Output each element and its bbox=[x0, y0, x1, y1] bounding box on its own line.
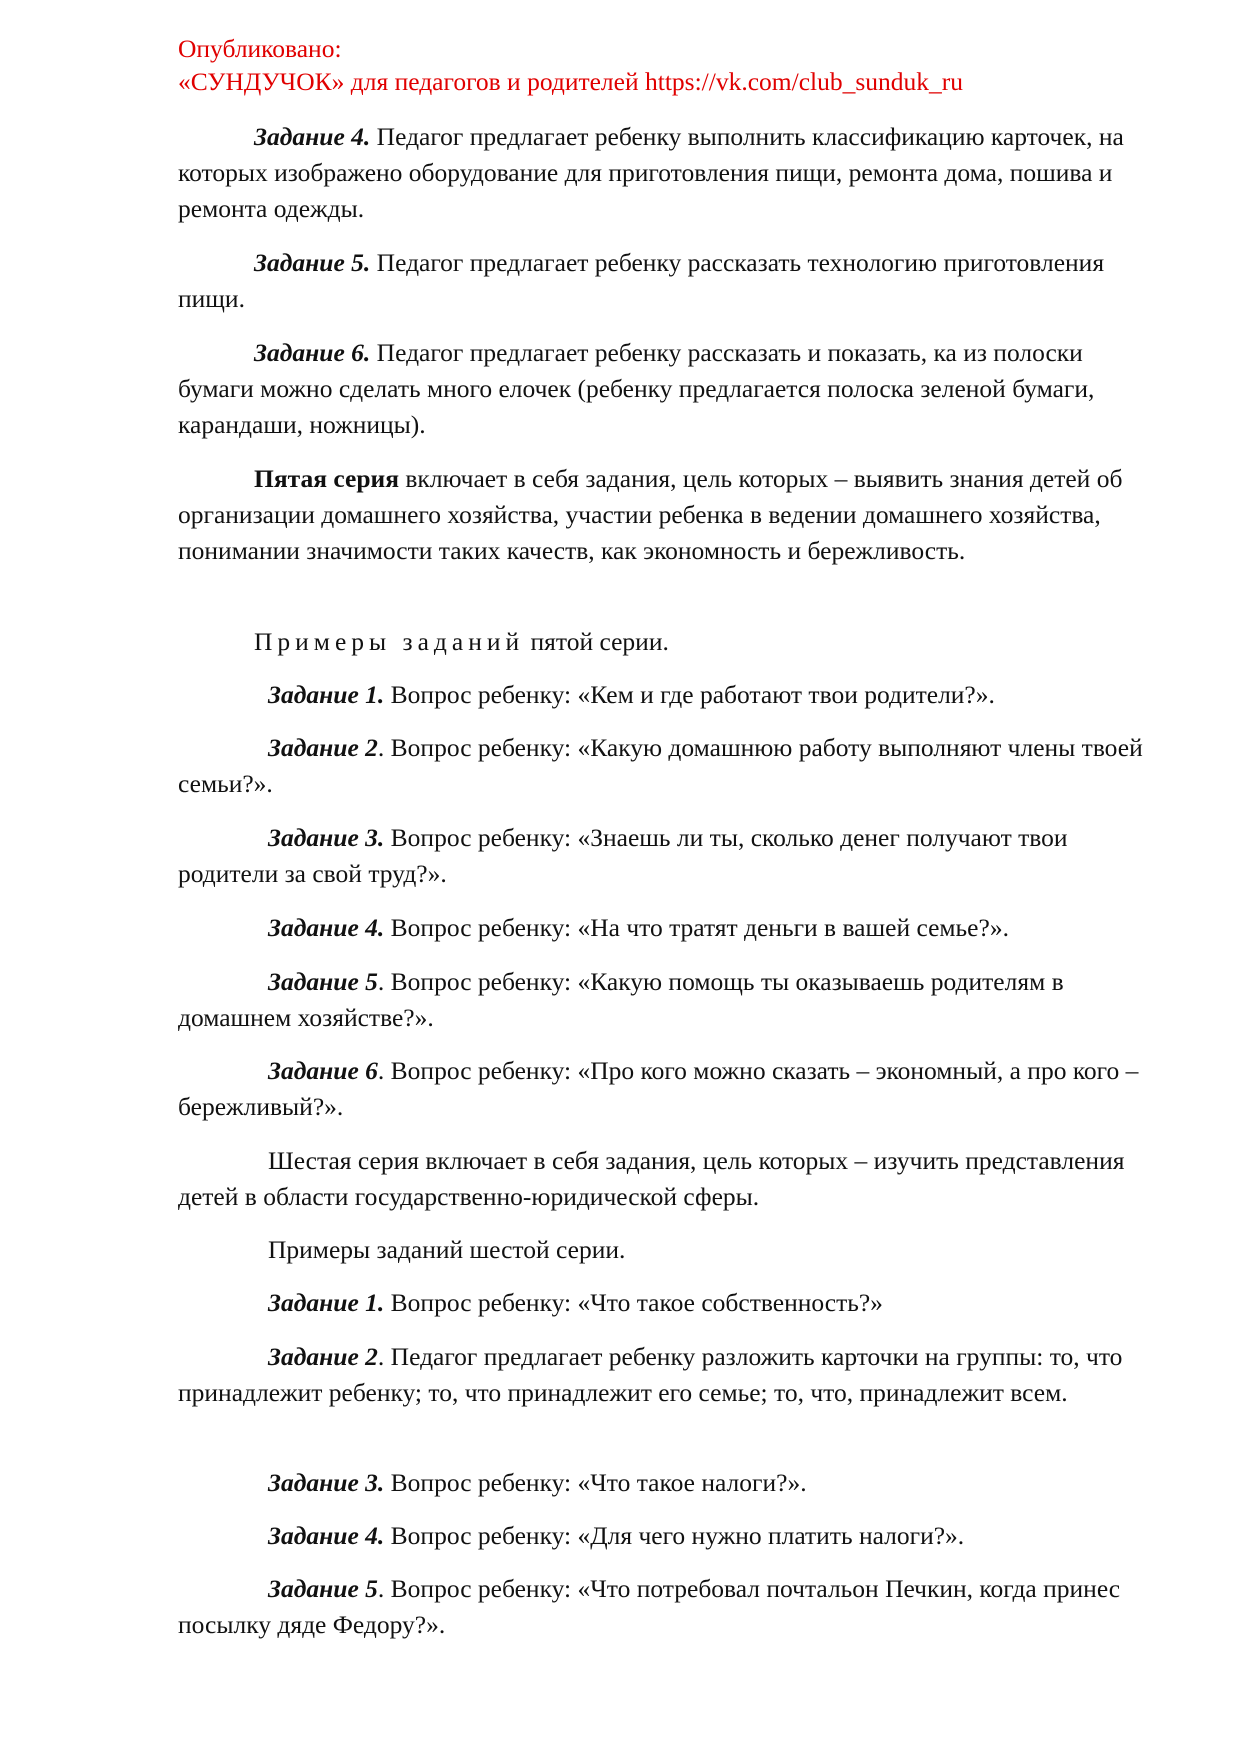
paragraph bbox=[178, 245, 1163, 317]
paragraph-lead: Задание 1. bbox=[268, 1288, 385, 1317]
paragraph-text: . Вопрос ребенку: «Что потребовал почтальон Печкин, когда принес посылку дяде Федору?». bbox=[178, 1574, 1121, 1639]
source-link[interactable]: «СУНДУЧОК» для педагогов и родителей https://vk.com/club_sunduk_ru bbox=[178, 67, 964, 96]
paragraph-text: Вопрос ребенку: «Знаешь ли ты, сколько денег получают твои родители за свой труд?». bbox=[178, 823, 1068, 888]
paragraph bbox=[178, 730, 1163, 802]
paragraph-lead: Задание 3. bbox=[268, 1468, 385, 1497]
paragraph-lead: Задание 1. bbox=[268, 680, 385, 709]
paragraph bbox=[178, 1465, 1163, 1501]
spaced-heading: Примеры заданий bbox=[254, 627, 525, 656]
paragraph-text: Вопрос ребенку: «Что такое собственность?» bbox=[384, 1288, 883, 1317]
paragraph bbox=[178, 1339, 1163, 1411]
paragraph-lead: Задание 3. bbox=[268, 823, 385, 852]
paragraph bbox=[178, 964, 1163, 1036]
paragraph bbox=[178, 335, 1163, 443]
paragraph-text: включает в себя задания, цель которых – выявить знания детей об организации домашнего хозяйства, участии ребенка в ведении домашнего хозяйства, понимании значимости таких качеств, как экономность и бережливость. bbox=[178, 464, 1123, 565]
paragraph bbox=[178, 461, 1163, 569]
paragraph-lead: Задание 5 bbox=[268, 1574, 378, 1603]
paragraph-lead: Задание 4. bbox=[268, 913, 385, 942]
paragraph-text: Примеры заданий шестой серии. bbox=[268, 1235, 626, 1264]
paragraph bbox=[178, 1285, 1163, 1321]
paragraph-lead: Задание 4. bbox=[268, 1521, 385, 1550]
paragraph-text: Шестая серия включает в себя задания, цель которых – изучить представления детей в области государственно-юридической сферы. bbox=[178, 1146, 1125, 1211]
paragraph-lead: Задание 4. bbox=[254, 122, 371, 151]
paragraph-text: . Вопрос ребенку: «Про кого можно сказать – экономный, а про кого – бережливый?». bbox=[178, 1056, 1139, 1121]
paragraph-text: Вопрос ребенку: «Кем и где работают твои родители?». bbox=[384, 680, 995, 709]
paragraph-lead: Задание 5. bbox=[254, 248, 371, 277]
paragraph-text: Педагог предлагает ребенку рассказать технологию приготовления пищи. bbox=[178, 248, 1105, 313]
paragraph-text: Педагог предлагает ребенку выполнить классификацию карточек, на которых изображено оборудование для приготовления пищи, ремонта дома, пошива и ремонта одежды. bbox=[178, 122, 1124, 223]
published-label: Опубликовано: bbox=[178, 34, 342, 63]
paragraph-text: Вопрос ребенку: «Для чего нужно платить налоги?». bbox=[384, 1521, 965, 1550]
paragraph bbox=[178, 1571, 1163, 1643]
paragraph-text: . Педагог предлагает ребенку разложить карточки на группы: то, что принадлежит ребенку; то, что принадлежит его семье; то, что, принадлежит всем. bbox=[178, 1342, 1123, 1407]
paragraph bbox=[178, 1232, 1163, 1268]
paragraph-lead: Задание 2 bbox=[268, 1342, 378, 1371]
paragraph-lead: Пятая серия bbox=[254, 464, 400, 493]
paragraph-lead: Задание 5 bbox=[268, 967, 378, 996]
paragraph bbox=[178, 677, 1163, 713]
paragraph bbox=[178, 820, 1163, 892]
paragraph-text: Вопрос ребенку: «На что тратят деньги в вашей семье?». bbox=[384, 913, 1009, 942]
paragraph-text: Педагог предлагает ребенку рассказать и показать, ка из полоски бумаги можно сделать много елочек (ребенку предлагается полоска зеленой бумаги, карандаши, ножницы). bbox=[178, 338, 1095, 439]
paragraph bbox=[178, 1518, 1163, 1554]
paragraph bbox=[178, 1143, 1163, 1215]
paragraph-text: пятой серии. bbox=[524, 627, 669, 656]
paragraph bbox=[178, 910, 1163, 946]
paragraph-text: . Вопрос ребенку: «Какую помощь ты оказываешь родителям в домашнем хозяйстве?». bbox=[178, 967, 1064, 1032]
paragraph bbox=[178, 624, 1163, 660]
paragraph-text: Вопрос ребенку: «Что такое налоги?». bbox=[384, 1468, 807, 1497]
paragraph bbox=[178, 1053, 1163, 1125]
paragraph bbox=[178, 119, 1163, 227]
paragraph-lead: Задание 2 bbox=[268, 733, 378, 762]
paragraph-lead: Задание 6. bbox=[254, 338, 371, 367]
paragraph-lead: Задание 6 bbox=[268, 1056, 378, 1085]
paragraph-text: . Вопрос ребенку: «Какую домашнюю работу выполняют члены твоей семьи?». bbox=[178, 733, 1143, 798]
